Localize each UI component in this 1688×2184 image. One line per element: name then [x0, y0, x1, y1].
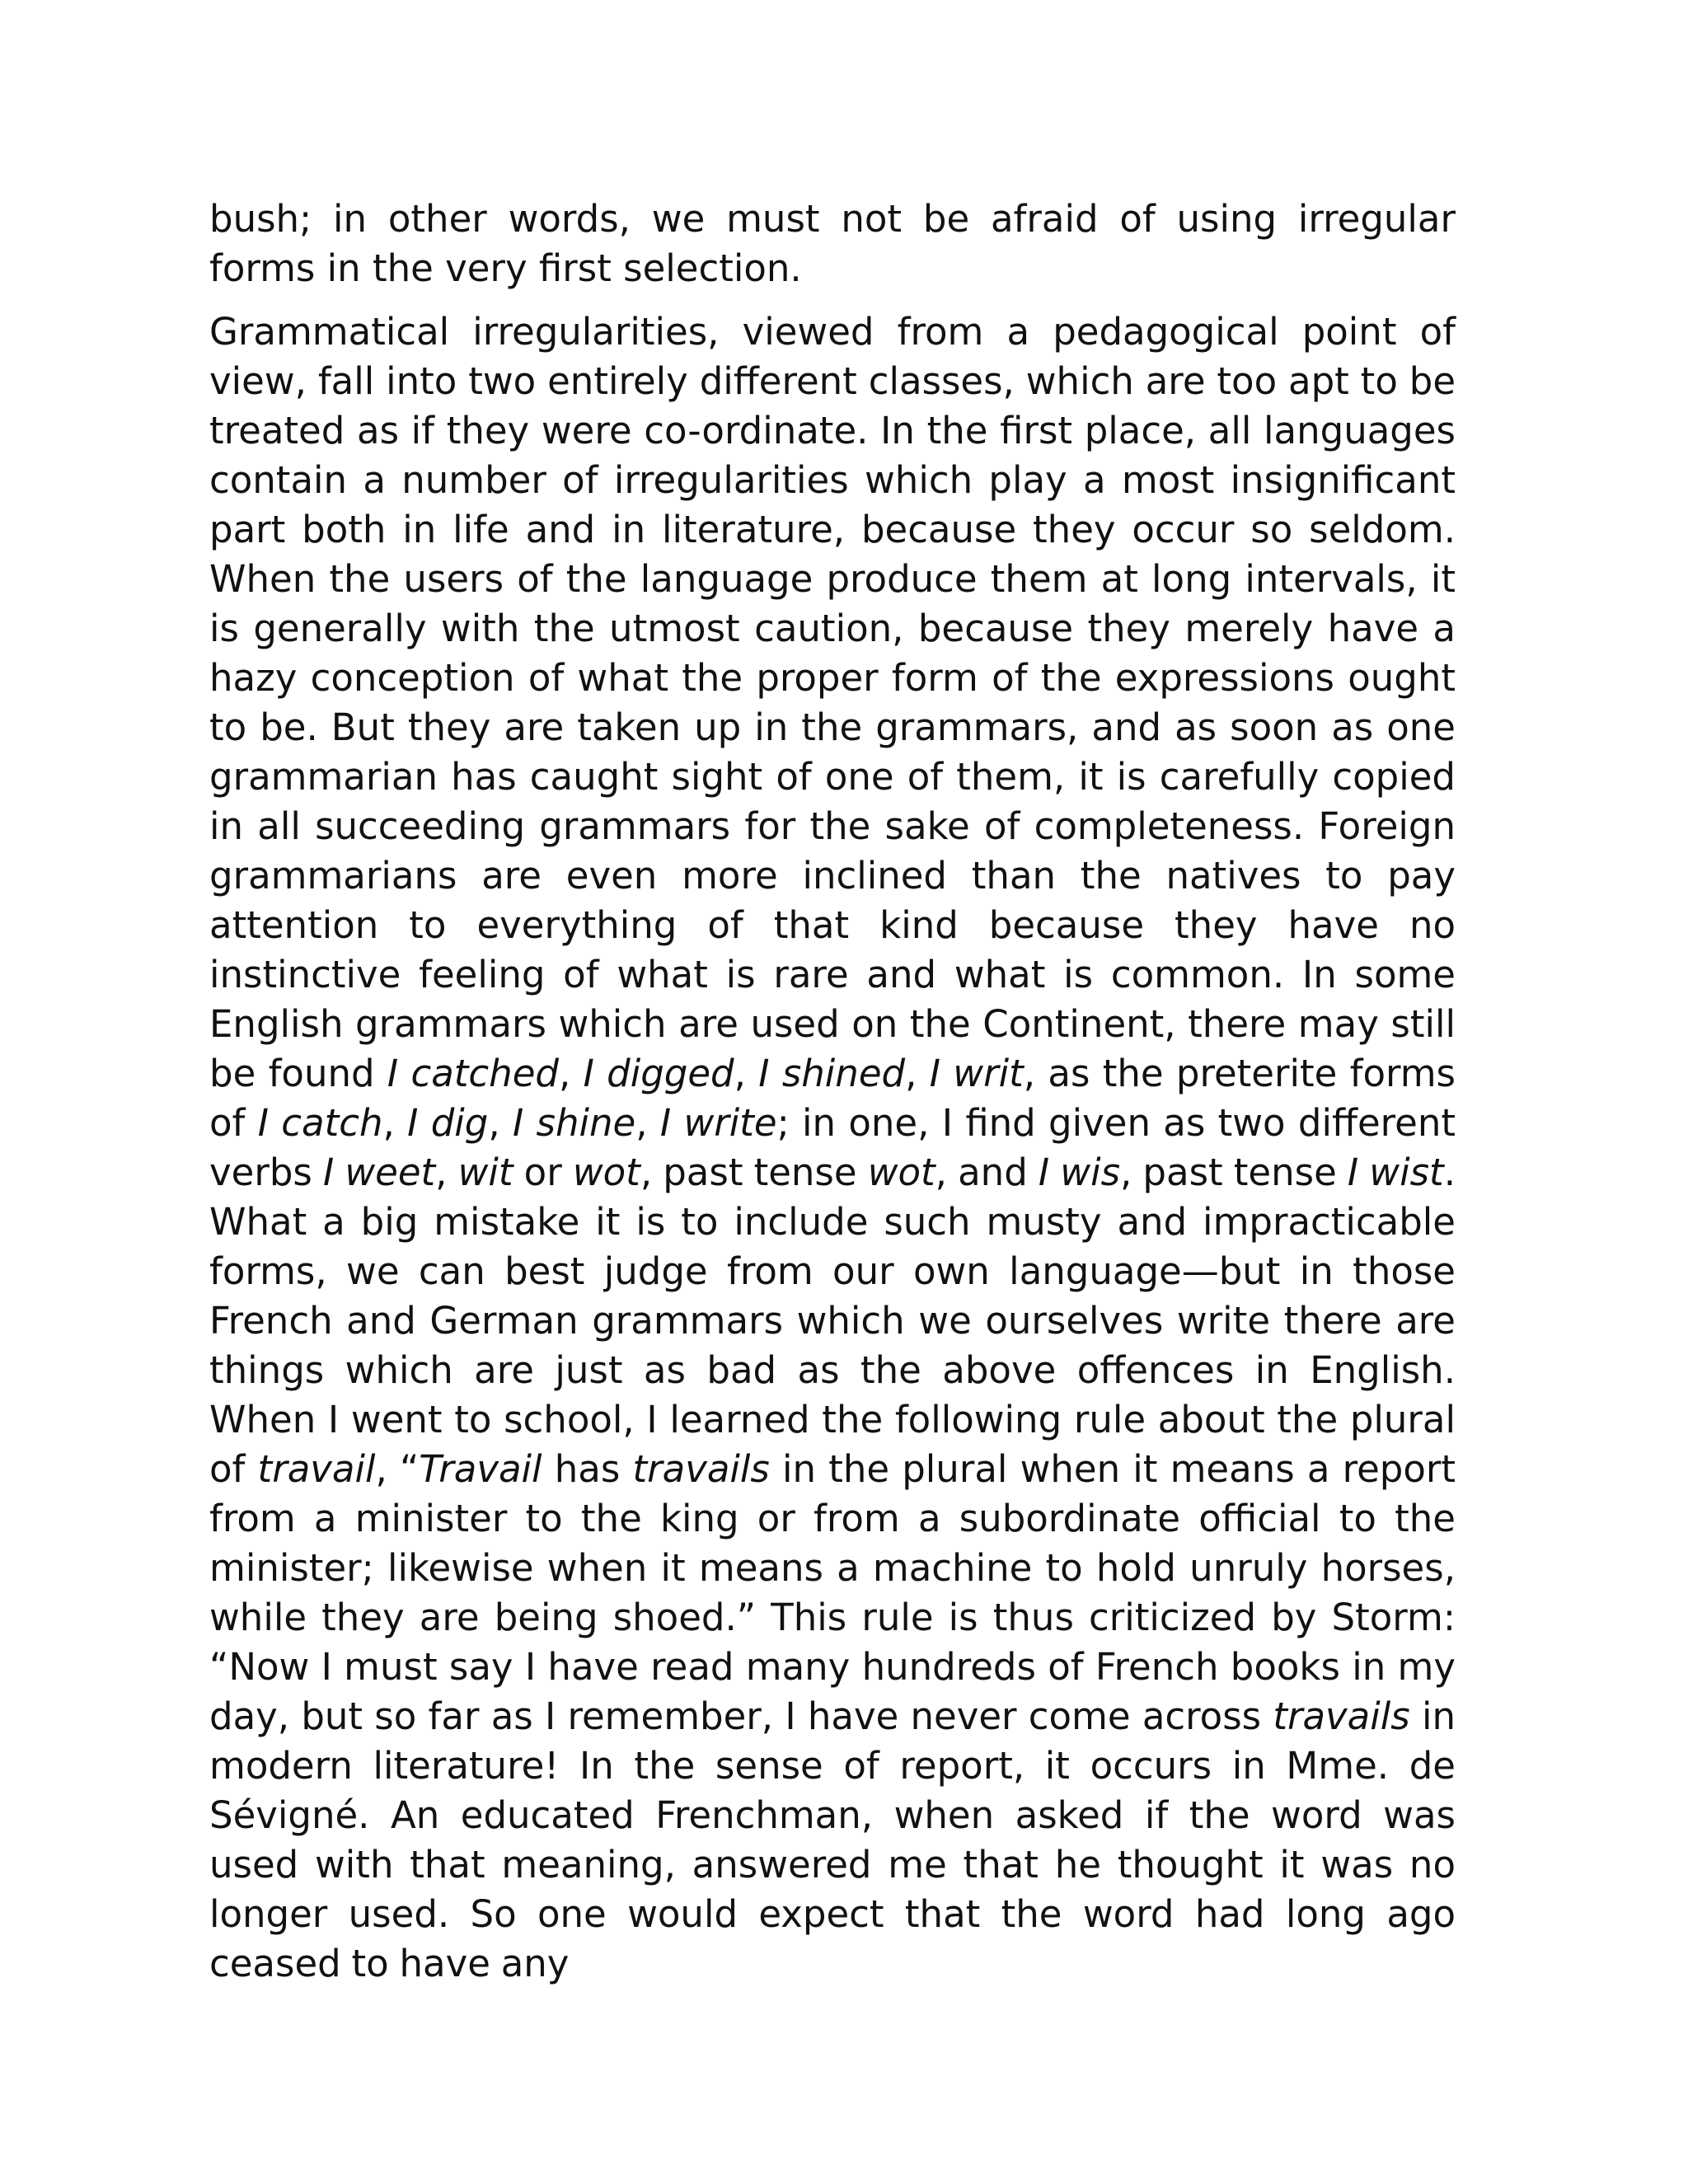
- text-run: ,: [382, 1101, 408, 1145]
- italic-term: I catch: [257, 1101, 383, 1145]
- text-run: , as the preterite forms of: [209, 1052, 1456, 1145]
- text-run: or: [513, 1151, 573, 1194]
- body-text: [209, 194, 1456, 1989]
- text-run: in modern literature! In the sense of report, it occurs in Mme. de Sévigné. An educated Frenchman, when asked if the word was used with that meaning, answered me that he thought it was no longer used. So one would expect that the word had long ago ceased to have any: [209, 1694, 1456, 1985]
- text-run: bush; in other words, we must not be afraid of using irregular forms in the very first selection.: [209, 197, 1456, 290]
- italic-term: I weet: [322, 1151, 436, 1194]
- text-run: ,: [734, 1052, 759, 1095]
- italic-term: I writ: [929, 1052, 1024, 1095]
- text-run: , and: [935, 1151, 1039, 1194]
- text-run: ,: [488, 1101, 513, 1145]
- text-run: ,: [635, 1101, 660, 1145]
- italic-term: I wist: [1347, 1151, 1444, 1194]
- italic-term: I write: [659, 1101, 777, 1145]
- text-run: , past tense: [1120, 1151, 1348, 1194]
- italic-term: travails: [1273, 1694, 1410, 1738]
- paragraph: [209, 307, 1456, 1989]
- text-run: , past tense: [640, 1151, 868, 1194]
- italic-term: travails: [632, 1447, 770, 1491]
- italic-term: I wis: [1038, 1151, 1121, 1194]
- italic-term: wot: [867, 1151, 935, 1194]
- italic-term: I catched: [387, 1052, 559, 1095]
- text-run: ; in one, I find given as two different verbs: [209, 1101, 1456, 1194]
- text-run: . What a big mistake it is to include such musty and impracticable forms, we can best judge from our own language—but in those French and German grammars which we ourselves write there are things which are just as bad as the above offences in English. When I went to school, I learned the following rule about the plural of: [209, 1151, 1456, 1491]
- text-run: , “: [375, 1447, 420, 1491]
- italic-term: I shine: [512, 1101, 636, 1145]
- italic-term: Travail: [419, 1447, 542, 1491]
- italic-term: wit: [457, 1151, 513, 1194]
- italic-term: I digged: [583, 1052, 734, 1095]
- italic-term: travail: [257, 1447, 376, 1491]
- text-run: Grammatical irregularities, viewed from a pedagogical point of view, fall into two entirely different classes, which are too apt to be treated as if they were co-ordinate. In the first place, all languages contain a number of irregularities which play a most insignificant part both in life and in literature, because they occur so seldom. When the users of the language produce them at long intervals, it is generally with the utmost caution, because they merely have a hazy conception of what the proper form of the expressions ought to be. But they are taken up in the grammars, and as soon as one grammarian has caught sight of one of them, it is carefully copied in all succeeding grammars for the sake of completeness. Foreign grammarians are even more inclined than the natives to pay attention to everything of that kind because they have no instinctive feeling of what is rare and what is common. In some English grammars which are used on the Continent, there may still be found: [209, 310, 1456, 1095]
- text-run: ,: [558, 1052, 584, 1095]
- text-run: ,: [435, 1151, 458, 1194]
- text-run: ,: [905, 1052, 930, 1095]
- text-run: has: [542, 1447, 633, 1491]
- italic-term: wot: [572, 1151, 640, 1194]
- paragraph: [209, 194, 1456, 293]
- italic-term: I shined: [758, 1052, 906, 1095]
- text-run: in the plural when it means a report from a minister to the king or from a subordinate official to the minister; likewise when it means a machine to hold unruly horses, while they are being shoed.” This rule is thus criticized by Storm: “Now I must say I have read many hundreds of French books in my day, but so far as I remember, I have never come across: [209, 1447, 1456, 1738]
- italic-term: I dig: [407, 1101, 489, 1145]
